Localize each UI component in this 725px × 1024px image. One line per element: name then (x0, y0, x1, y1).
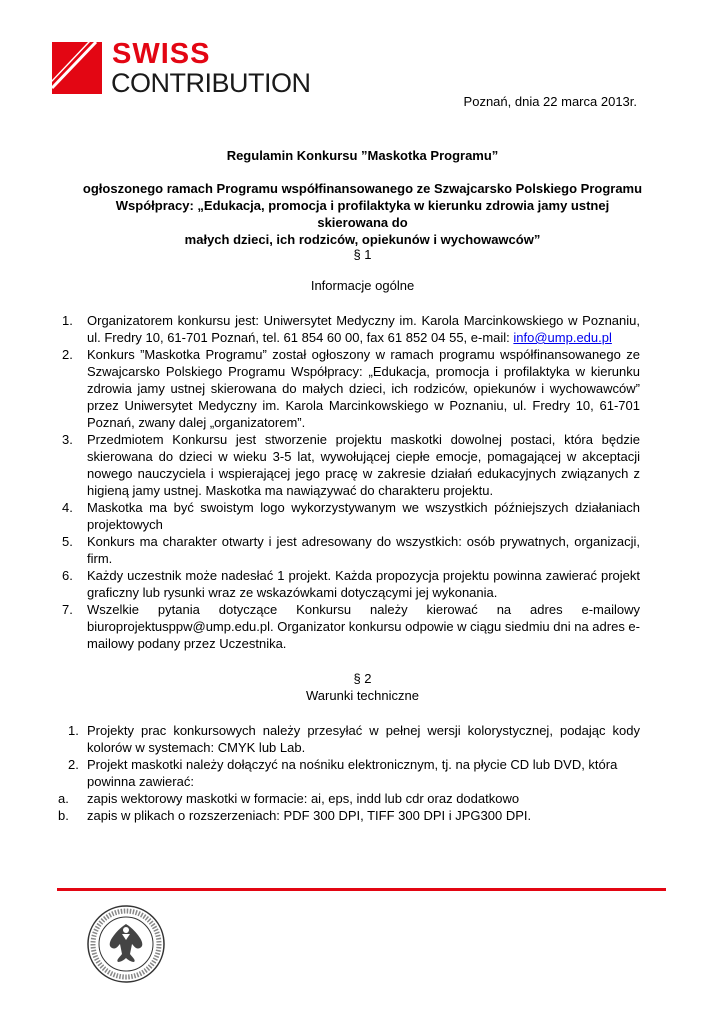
swiss-contribution-mark-icon (52, 42, 102, 94)
list-item-text-body: Organizatorem konkursu jest: Uniwersytet Medyczny im. Karola Marcinkowskiego w Poznaniu, ul. Fredry 10, 61-701 Poznań, tel. 61 854 60 00, fax 61 852 04 55, e-mail: (87, 313, 640, 345)
list-item-letter: b. (58, 808, 69, 823)
logo-word-swiss: SWISS (112, 38, 211, 70)
list-item (62, 499, 640, 533)
list-item-text: Projekt maskotki należy dołączyć na nośniku elektronicznym, tj. na płycie CD lub DVD, która powinna zawierać: (87, 757, 618, 789)
list-item-text (87, 312, 640, 346)
list-item-text: Każdy uczestnik może nadesłać 1 projekt. Każda propozycja projektu powinna zawierać projekt graficzny lub rysunki wraz ze wskazówkami dotyczącymi jej wykonania. (87, 568, 640, 600)
list-item (58, 790, 640, 807)
list-item-number: 7. (62, 602, 73, 617)
list-item (62, 533, 640, 567)
university-seal-icon (86, 904, 166, 984)
document-subtitle (80, 180, 645, 248)
list-item (58, 807, 640, 824)
document-date: Poznań, dnia 22 marca 2013r. (463, 94, 637, 109)
list-item-text: zapis wektorowy maskotki w formacie: ai, eps, indd lub cdr oraz dodatkowo (87, 791, 520, 806)
list-item-number: 3. (62, 432, 73, 447)
section-2-list (58, 722, 640, 824)
subtitle-line: małych dzieci, ich rodziców, opiekunów i wychowawców” (184, 232, 541, 247)
subtitle-line: ogłoszonego ramach Programu współfinansowanego ze Szwajcarsko Polskiego Programu (82, 181, 643, 196)
section-1-list (62, 312, 640, 652)
list-item-number: 4. (62, 500, 73, 515)
list-item (62, 312, 640, 346)
list-item (62, 567, 640, 601)
list-item-number: 1. (68, 723, 79, 738)
list-item-letter: a. (58, 791, 69, 806)
list-item-text: Przedmiotem Konkursu jest stworzenie projektu maskotki dowolnej postaci, która będzie skierowana do dzieci w wieku 3-5 lat, wywołującej ciepłe emocje, pomagającej w akceptacji nowego nauczyciela i wspierającej jego pracę w zakresie działań edukacyjnych związanych z higieną jamy ustnej. Maskotka ma nawiązywać do charakteru projektu. (87, 432, 640, 498)
list-item-number: 2. (68, 757, 79, 772)
list-item-text: Konkurs ”Maskotka Programu” został ogłoszony w ramach programu współfinansowanego ze Szwajcarsko Polskiego Programu Współpracy: „Edukacja, promocja i profilaktyka w kierunku zdrowia jamy ustnej skierowana do małych dzieci, ich rodziców, opiekunów i wychowawców” przez Uniwersytet Medyczny im. Karola Marcinkowskiego w Poznaniu, ul. Fredry 10, 61-701 Poznań, zwany dalej „organizatorem”. (87, 347, 640, 430)
swiss-contribution-logo (52, 38, 312, 98)
list-item (62, 756, 640, 790)
list-item-text: Projekty prac konkursowych należy przesyłać w pełnej wersji kolorystycznej, podając kody kolorów w systemach: CMYK lub Lab. (87, 723, 640, 755)
subtitle-line: Współpracy: „Edukacja, promocja i profilaktyka w kierunku zdrowia jamy ustnej skierowana do (115, 198, 610, 230)
list-item-text: zapis w plikach o rozszerzeniach: PDF 300 DPI, TIFF 300 DPI i JPG300 DPI. (87, 808, 532, 823)
footer-divider (57, 888, 666, 891)
list-item-text: Wszelkie pytania dotyczące Konkursu należy kierować na adres e-mailowy biuroprojektusppw@ump.edu.pl. Organizator konkursu odpowie w ciągu siedmiu dni na adres e-mailowy podany przez Uczestnika. (87, 602, 640, 651)
list-item-number: 2. (62, 347, 73, 362)
list-item (62, 346, 640, 431)
logo-word-contribution: CONTRIBUTION (111, 68, 311, 98)
list-item-text: Maskotka ma być swoistym logo wykorzystywanym we wszystkich późniejszych działaniach projektowych (87, 500, 640, 532)
email-link[interactable]: info@ump.edu.pl (513, 330, 612, 345)
list-item (62, 431, 640, 499)
list-item-text: Konkurs ma charakter otwarty i jest adresowany do wszystkich: osób prywatnych, organizacji, firm. (87, 534, 640, 566)
section-1-heading: Informacje ogólne (310, 278, 415, 293)
document-title: Regulamin Konkursu ”Maskotka Programu” (226, 148, 499, 163)
section-2-heading: Warunki techniczne (306, 688, 419, 703)
section-1-sign: § 1 (353, 247, 372, 262)
list-item-number: 5. (62, 534, 73, 549)
list-item-number: 6. (62, 568, 73, 583)
section-2-sign: § 2 (353, 671, 372, 686)
list-item (62, 601, 640, 652)
list-item-number: 1. (62, 313, 73, 328)
list-item (62, 722, 640, 756)
